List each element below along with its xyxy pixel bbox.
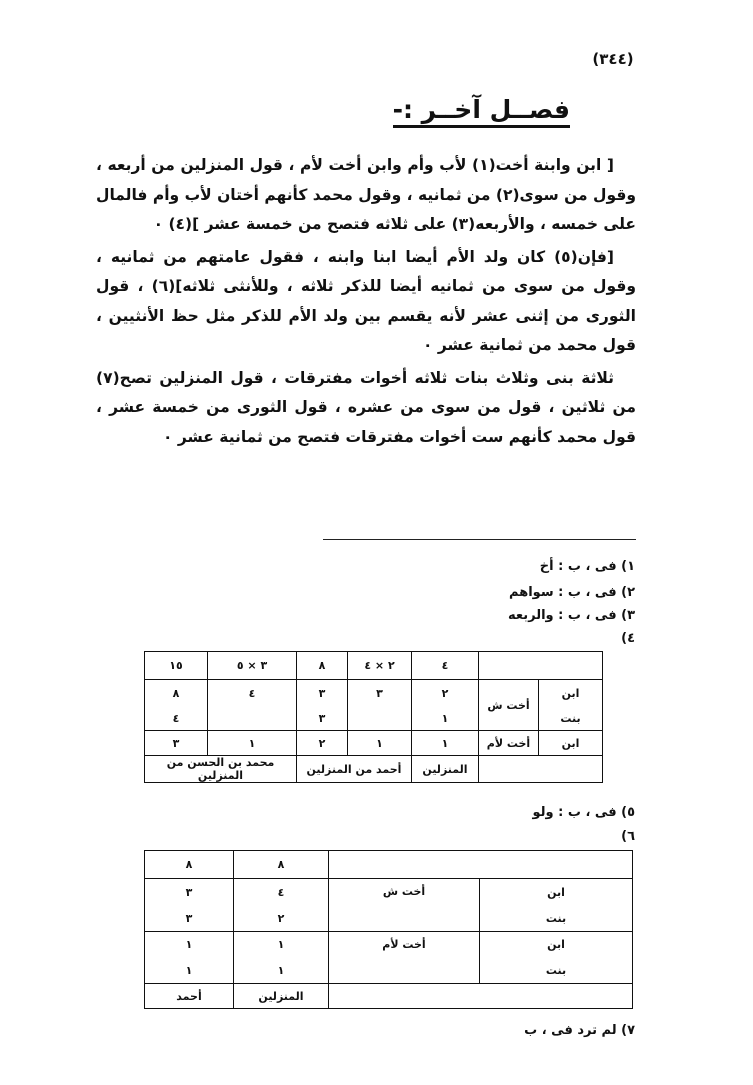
table-cell: ٢ xyxy=(297,731,348,756)
paragraph: [ ابن وابنة أخت(١) لأب وأم وابن أخت لأم ، قول المنزلين من أربعه ، وقول من سوى(٢) من ثمانيه ، وقول محمد كأنهم أختان لأب وأم فالمال على خمسه ، والأربعه(٣) على ثلاثه فتصح من خمسة عشر ](٤) ٠ xyxy=(96,156,636,233)
table-footer-row xyxy=(145,984,633,1009)
footnote-6: ٦) xyxy=(621,829,635,844)
table-cell: ٣ × ٥ xyxy=(208,652,297,680)
table-footer-row xyxy=(145,756,603,783)
table-cell: المنزلين xyxy=(234,984,329,1009)
table-cell: ٣ xyxy=(297,680,348,707)
table-cell: بنت xyxy=(539,707,603,731)
footnote-5: ٥) فى ، ب : ولو xyxy=(532,805,635,820)
table-cell: ٣ xyxy=(145,879,234,906)
footnote-4: ٤) xyxy=(621,631,635,646)
table-cell: ٣ xyxy=(348,680,412,707)
table-cell: ابن xyxy=(480,879,633,906)
table-header-row xyxy=(145,652,603,680)
table-cell: ٤ xyxy=(145,707,208,731)
table-cell: ٨ xyxy=(145,851,234,879)
table-cell: ١ xyxy=(412,707,479,731)
footnote-1: ١) فى ، ب : أخ xyxy=(539,559,635,574)
table-cell: ١ xyxy=(208,731,297,756)
table-cell: ٤ xyxy=(234,879,329,906)
table-cell: ٣ xyxy=(145,731,208,756)
inheritance-table-1 xyxy=(144,651,603,783)
table-cell xyxy=(208,707,297,731)
table-cell: محمد بن الحسن من المنزلين xyxy=(145,756,297,783)
inheritance-table-2 xyxy=(144,850,633,1009)
table-row xyxy=(145,879,633,906)
footnote-separator xyxy=(323,539,636,540)
table-cell: ١ xyxy=(412,731,479,756)
section-heading: فصــل آخــر :- xyxy=(393,96,570,128)
table-cell: ٨ xyxy=(145,680,208,707)
table-cell: ٣ xyxy=(145,906,234,932)
table-cell: المنزلين xyxy=(412,756,479,783)
table-cell: بنت xyxy=(480,906,633,932)
table-cell: ١٥ xyxy=(145,652,208,680)
table-cell: ١ xyxy=(234,932,329,958)
table-row xyxy=(145,680,603,707)
footnote-7: ٧) لم ترد فى ، ب xyxy=(524,1023,635,1038)
table-cell: أخت لأم xyxy=(329,932,480,984)
table-cell: ٤ xyxy=(412,652,479,680)
table-cell: أحمد xyxy=(145,984,234,1009)
body-text xyxy=(96,151,636,455)
table-cell: ١ xyxy=(145,958,234,984)
table-cell: ابن xyxy=(539,731,603,756)
table-cell: ٨ xyxy=(234,851,329,879)
table-cell: ١ xyxy=(348,731,412,756)
table-row xyxy=(145,932,633,958)
table-cell: أخت لأم xyxy=(479,731,539,756)
table-header-row xyxy=(145,851,633,879)
table-cell: أخت ش xyxy=(329,879,480,932)
table-cell xyxy=(348,707,412,731)
table-cell: ٢ × ٤ xyxy=(348,652,412,680)
table-cell: أخت ش xyxy=(479,680,539,731)
page-number: (٣٤٤) xyxy=(592,50,634,68)
paragraph: ثلاثة بنى وثلاث بنات ثلاثه أخوات مفترقات ، قول المنزلين تصح(٧) من ثلاثين ، قول من سوى من عشره ، قول الثورى من خمسة عشر ، قول محمد كأنهم ست أخوات مفترقات فتصح من ثمانية عشر ٠ xyxy=(96,368,636,446)
table-cell: ٢ xyxy=(412,680,479,707)
table-cell: ٨ xyxy=(297,652,348,680)
table-cell: أحمد من المنزلين xyxy=(297,756,412,783)
paragraph: [فإن(٥) كان ولد الأم أيضا ابنا وابنه ، فقول عامتهم من ثمانيه ، وقول من سوى من ثمانيه أيضا للذكر ثلاثه ، وللأنثى ثلاثه](٦) ، قول الثورى من إثنى عشر لأنه يقسم بين ولد الأم للذكر مثل حظ الأنثيين ، قول محمد من ثمانية عشر ٠ xyxy=(96,247,636,354)
table-cell: ٢ xyxy=(234,906,329,932)
table-cell: ٣ xyxy=(297,707,348,731)
table-cell: ابن xyxy=(480,932,633,958)
table-row xyxy=(145,731,603,756)
table-cell: ابن xyxy=(539,680,603,707)
footnote-2: ٢) فى ، ب : سواهم xyxy=(509,585,635,600)
table-cell: بنت xyxy=(480,958,633,984)
table-cell: ٤ xyxy=(208,680,297,707)
table-cell: ١ xyxy=(234,958,329,984)
table-cell: ١ xyxy=(145,932,234,958)
footnote-3: ٣) فى ، ب : والربعه xyxy=(508,608,635,623)
